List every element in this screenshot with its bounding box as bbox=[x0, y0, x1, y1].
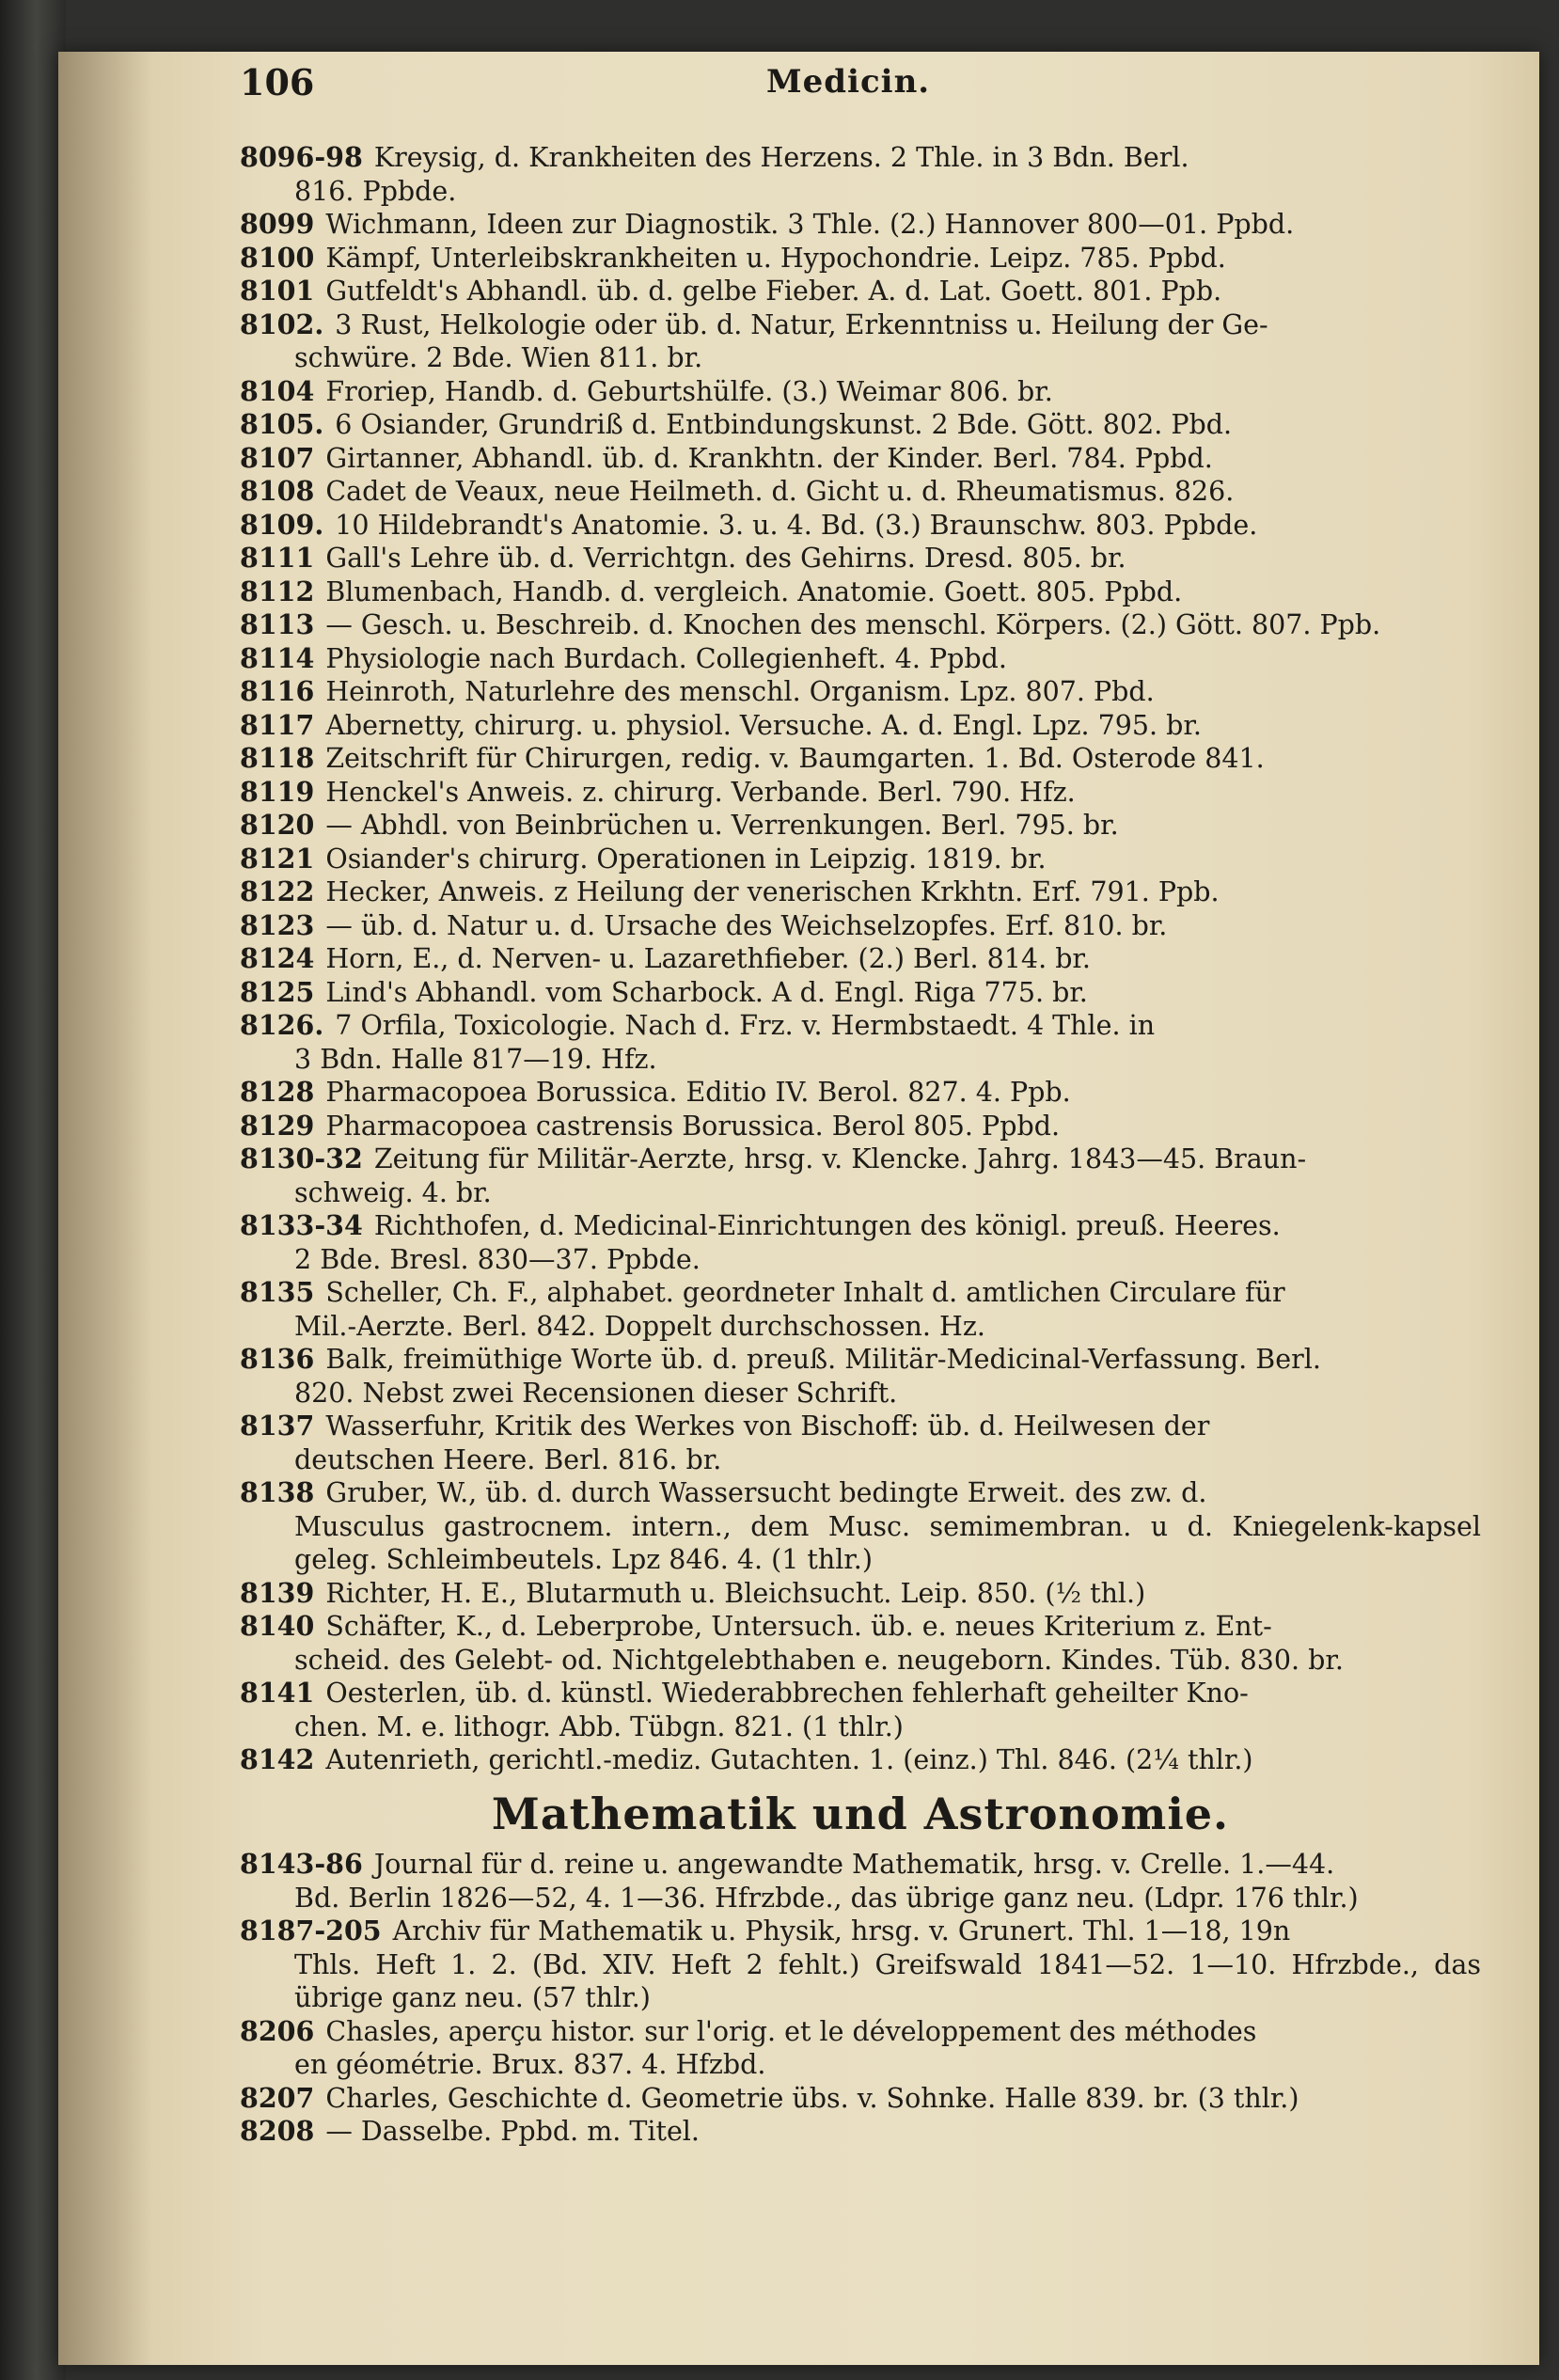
entry-number: 8119 bbox=[240, 775, 315, 808]
entry-number: 8107 bbox=[240, 441, 315, 474]
entry-number: 8102. bbox=[240, 307, 324, 340]
catalog-body bbox=[240, 141, 1481, 2149]
catalog-entry bbox=[240, 642, 1481, 676]
entry-text: Pharmacopoea Borussica. Editio IV. Berol. 827. 4. Ppb. bbox=[325, 1077, 1071, 1108]
entry-number: 8125 bbox=[240, 975, 315, 1008]
catalog-entry bbox=[240, 475, 1481, 509]
entry-text: Gall's Lehre üb. d. Verrichtgn. des Gehirns. Dresd. 805. br. bbox=[325, 543, 1126, 574]
entry-number: 8096-98 bbox=[240, 141, 363, 173]
catalog-entry bbox=[240, 242, 1481, 276]
entry-text: Autenrieth, gerichtl.-mediz. Gutachten. 1. (einz.) Thl. 846. (2¼ thlr.) bbox=[325, 1744, 1253, 1775]
entry-text: Girtanner, Abhandl. üb. d. Krankhtn. der Kinder. Berl. 784. Ppbd. bbox=[325, 442, 1213, 474]
entry-number: 8100 bbox=[240, 241, 315, 274]
entry-continuation: deutschen Heere. Berl. 816. br. bbox=[294, 1443, 722, 1475]
catalog-entry bbox=[240, 208, 1481, 242]
entry-number: 8112 bbox=[240, 575, 315, 607]
entry-number: 8141 bbox=[240, 1677, 315, 1709]
entry-text: Horn, E., d. Nerven- u. Lazarethfieber. (2.) Berl. 814. br. bbox=[325, 943, 1091, 974]
entry-list-mathematics bbox=[240, 1848, 1481, 2149]
entry-text: Henckel's Anweis. z. chirurg. Verbande. Berl. 790. Hfz. bbox=[325, 776, 1076, 808]
entry-continuation: 820. Nebst zwei Recensionen dieser Schrift. bbox=[294, 1377, 898, 1409]
entry-text: Wichmann, Ideen zur Diagnostik. 3 Thle. (2.) Hannover 800—01. Ppbd. bbox=[325, 209, 1295, 240]
entry-text: Abernetty, chirurg. u. physiol. Versuche. A. d. Engl. Lpz. 795. br. bbox=[325, 709, 1202, 741]
entry-text: Hecker, Anweis. z Heilung der venerischen Krkhtn. Erf. 791. Ppb. bbox=[325, 876, 1220, 907]
entry-text: Blumenbach, Handb. d. vergleich. Anatomie. Goett. 805. Ppbd. bbox=[325, 575, 1183, 607]
catalog-entry bbox=[240, 1677, 1481, 1743]
catalog-entry bbox=[240, 1743, 1481, 1777]
entry-text: Wasserfuhr, Kritik des Werkes von Bischoff: üb. d. Heilwesen der bbox=[325, 1411, 1210, 1442]
entry-text: Physiologie nach Burdach. Collegienheft. 4. Ppbd. bbox=[325, 642, 1007, 674]
entry-number: 8133-34 bbox=[240, 1209, 363, 1241]
catalog-entry bbox=[240, 909, 1481, 943]
entry-number: 8111 bbox=[240, 542, 315, 574]
entry-continuation: scheid. des Gelebt- od. Nichtgelebthaben e. neugeborn. Kindes. Tüb. 830. br. bbox=[294, 1644, 1344, 1676]
entry-number: 8128 bbox=[240, 1076, 315, 1108]
catalog-entry bbox=[240, 275, 1481, 308]
entry-continuation: Musculus gastrocnem. intern., dem Musc. semimembran. u d. Kniegelenk-kapsel geleg. Schleimbeutels. Lpz 846. 4. (1 thlr.) bbox=[294, 1510, 1481, 1575]
entry-continuation: en géométrie. Brux. 837. 4. Hfzbd. bbox=[294, 2049, 766, 2080]
entry-number: 8124 bbox=[240, 942, 315, 974]
entry-number: 8099 bbox=[240, 208, 315, 240]
entry-number: 8136 bbox=[240, 1343, 315, 1375]
entry-number: 8187-205 bbox=[240, 1915, 382, 1947]
entry-text: Journal für d. reine u. angewandte Mathematik, hrsg. v. Crelle. 1.—44. bbox=[373, 1849, 1335, 1880]
entry-number: 8114 bbox=[240, 641, 315, 674]
entry-text: Schäfter, K., d. Leberprobe, Untersuch. üb. e. neues Kriterium z. Ent- bbox=[325, 1611, 1272, 1642]
page-header bbox=[240, 61, 1481, 118]
catalog-entry bbox=[240, 675, 1481, 709]
entry-text: — Dasselbe. Ppbd. m. Titel. bbox=[325, 2116, 700, 2147]
catalog-entry bbox=[240, 1076, 1481, 1110]
entry-number: 8120 bbox=[240, 809, 315, 841]
entry-number: 8135 bbox=[240, 1276, 315, 1308]
entry-text: Chasles, aperçu histor. sur l'orig. et le développement des méthodes bbox=[325, 2015, 1257, 2047]
entry-text: Richter, H. E., Blutarmuth u. Bleichsucht. Leip. 850. (½ thl.) bbox=[325, 1577, 1146, 1609]
catalog-entry bbox=[240, 2115, 1481, 2149]
entry-text: Archiv für Mathematik u. Physik, hrsg. v. Grunert. Thl. 1—18, 19n bbox=[392, 1915, 1291, 1947]
entry-number: 8121 bbox=[240, 842, 315, 875]
entry-text: Osiander's chirurg. Operationen in Leipzig. 1819. br. bbox=[325, 843, 1047, 875]
entry-number: 8129 bbox=[240, 1109, 315, 1142]
entry-text: Zeitschrift für Chirurgen, redig. v. Baumgarten. 1. Bd. Osterode 841. bbox=[325, 743, 1265, 774]
entry-continuation: Mil.-Aerzte. Berl. 842. Doppelt durchschossen. Hz. bbox=[294, 1310, 985, 1342]
entry-text: Heinroth, Naturlehre des menschl. Organism. Lpz. 807. Pbd. bbox=[325, 676, 1155, 707]
entry-number: 8139 bbox=[240, 1576, 315, 1609]
entry-text: Cadet de Veaux, neue Heilmeth. d. Gicht u. d. Rheumatismus. 826. bbox=[325, 476, 1235, 507]
entry-text: Balk, freimüthige Worte üb. d. preuß. Militär-Medicinal-Verfassung. Berl. bbox=[325, 1344, 1321, 1375]
entry-text: Kreysig, d. Krankheiten des Herzens. 2 Thle. in 3 Bdn. Berl. bbox=[373, 142, 1189, 173]
entry-continuation: 3 Bdn. Halle 817—19. Hfz. bbox=[294, 1043, 657, 1075]
page-number: 106 bbox=[240, 61, 315, 103]
entry-text: Lind's Abhandl. vom Scharbock. A d. Engl. Riga 775. br. bbox=[325, 976, 1088, 1008]
catalog-entry bbox=[240, 1276, 1481, 1343]
catalog-entry bbox=[240, 2082, 1481, 2116]
catalog-entry bbox=[240, 709, 1481, 743]
entry-number: 8113 bbox=[240, 608, 315, 640]
entry-text: Zeitung für Militär-Aerzte, hrsg. v. Klencke. Jahrg. 1843—45. Braun- bbox=[373, 1143, 1307, 1174]
entry-continuation: Bd. Berlin 1826—52, 4. 1—36. Hfrzbde., das übrige ganz neu. (Ldpr. 176 thlr.) bbox=[294, 1882, 1359, 1914]
catalog-entry bbox=[240, 141, 1481, 208]
entry-list-medicine bbox=[240, 141, 1481, 1777]
entry-number: 8101 bbox=[240, 275, 315, 307]
entry-text: Pharmacopoea castrensis Borussica. Berol 805. Ppbd. bbox=[325, 1110, 1061, 1142]
entry-text: 10 Hildebrandt's Anatomie. 3. u. 4. Bd. (3.) Braunschw. 803. Ppbde. bbox=[335, 509, 1258, 541]
entry-text: 7 Orfila, Toxicologie. Nach d. Frz. v. Hermbstaedt. 4 Thle. in bbox=[335, 1010, 1156, 1041]
catalog-entry bbox=[240, 1343, 1481, 1410]
entry-number: 8118 bbox=[240, 742, 315, 774]
entry-text: Richthofen, d. Medicinal-Einrichtungen des königl. preuß. Heeres. bbox=[373, 1210, 1281, 1241]
catalog-entry bbox=[240, 308, 1481, 375]
gutter-shadow bbox=[58, 52, 152, 2365]
catalog-entry bbox=[240, 1143, 1481, 1209]
entry-number: 8104 bbox=[240, 374, 315, 407]
entry-number: 8116 bbox=[240, 675, 315, 707]
entry-text: Charles, Geschichte d. Geometrie übs. v. Sohnke. Halle 839. br. (3 thlr.) bbox=[325, 2082, 1299, 2114]
entry-number: 8126. bbox=[240, 1009, 324, 1041]
catalog-entry bbox=[240, 942, 1481, 976]
entry-number: 8142 bbox=[240, 1743, 315, 1775]
book-spine bbox=[0, 0, 66, 2380]
entry-number: 8123 bbox=[240, 908, 315, 941]
catalog-entry bbox=[240, 1848, 1481, 1915]
catalog-entry bbox=[240, 1110, 1481, 1143]
entry-number: 8207 bbox=[240, 2081, 315, 2114]
entry-number: 8130-32 bbox=[240, 1143, 363, 1174]
entry-text: Gruber, W., üb. d. durch Wassersucht bedingte Erweit. des zw. d. bbox=[325, 1477, 1207, 1508]
entry-continuation: 816. Ppbde. bbox=[294, 175, 457, 207]
section-heading: Mathematik und Astronomie. bbox=[491, 1788, 1230, 1839]
entry-continuation: chen. M. e. lithogr. Abb. Tübgn. 821. (1 thlr.) bbox=[294, 1710, 904, 1742]
entry-number: 8206 bbox=[240, 2014, 315, 2047]
entry-continuation: schweig. 4. br. bbox=[294, 1176, 492, 1208]
catalog-entry bbox=[240, 542, 1481, 575]
catalog-entry bbox=[240, 742, 1481, 776]
running-title: Medicin. bbox=[766, 63, 931, 101]
entry-number: 8143-86 bbox=[240, 1848, 363, 1880]
entry-text: Oesterlen, üb. d. künstl. Wiederabbrechen fehlerhaft geheilter Kno- bbox=[325, 1678, 1249, 1709]
entry-text: Kämpf, Unterleibskrankheiten u. Hypochondrie. Leipz. 785. Ppbd. bbox=[325, 242, 1226, 274]
catalog-entry bbox=[240, 1915, 1481, 2015]
catalog-entry bbox=[240, 1476, 1481, 1577]
entry-text: — Gesch. u. Beschreib. d. Knochen des menschl. Körpers. (2.) Gött. 807. Ppb. bbox=[325, 609, 1381, 640]
catalog-entry bbox=[240, 976, 1481, 1010]
entry-text: Gutfeldt's Abhandl. üb. d. gelbe Fieber. A. d. Lat. Goett. 801. Ppb. bbox=[325, 276, 1222, 307]
entry-number: 8137 bbox=[240, 1410, 315, 1442]
entry-number: 8140 bbox=[240, 1610, 315, 1642]
catalog-entry bbox=[240, 776, 1481, 810]
entry-continuation: Thls. Heft 1. 2. (Bd. XIV. Heft 2 fehlt.) Greifswald 1841—52. 1—10. Hfrzbde., das übrige ganz neu. (57 thlr.) bbox=[294, 1948, 1481, 2013]
entry-number: 8108 bbox=[240, 475, 315, 507]
entry-number: 8122 bbox=[240, 875, 315, 907]
catalog-entry bbox=[240, 1009, 1481, 1076]
catalog-entry bbox=[240, 408, 1481, 442]
catalog-entry bbox=[240, 843, 1481, 876]
entry-number: 8117 bbox=[240, 708, 315, 741]
catalog-entry bbox=[240, 375, 1481, 409]
entry-continuation: schwüre. 2 Bde. Wien 811. br. bbox=[294, 342, 703, 373]
catalog-entry bbox=[240, 1209, 1481, 1276]
catalog-entry bbox=[240, 608, 1481, 642]
catalog-entry bbox=[240, 442, 1481, 476]
catalog-entry bbox=[240, 2015, 1481, 2082]
entry-text: — üb. d. Natur u. d. Ursache des Weichselzopfes. Erf. 810. br. bbox=[325, 909, 1168, 941]
entry-text: 3 Rust, Helkologie oder üb. d. Natur, Erkenntniss u. Heilung der Ge- bbox=[335, 308, 1268, 340]
catalog-entry bbox=[240, 875, 1481, 909]
catalog-entry bbox=[240, 1577, 1481, 1611]
entry-number: 8208 bbox=[240, 2115, 315, 2147]
catalog-entry bbox=[240, 509, 1481, 543]
entry-text: Froriep, Handb. d. Geburtshülfe. (3.) Weimar 806. br. bbox=[325, 375, 1053, 407]
entry-continuation: 2 Bde. Bresl. 830—37. Ppbde. bbox=[294, 1243, 701, 1275]
entry-number: 8138 bbox=[240, 1476, 315, 1508]
entry-number: 8109. bbox=[240, 508, 324, 541]
catalog-entry bbox=[240, 1610, 1481, 1677]
catalog-entry bbox=[240, 809, 1481, 843]
entry-text: 6 Osiander, Grundriß d. Entbindungskunst. 2 Bde. Gött. 802. Pbd. bbox=[335, 409, 1233, 440]
entry-number: 8105. bbox=[240, 408, 324, 440]
entry-text: — Abhdl. von Beinbrüchen u. Verrenkungen. Berl. 795. br. bbox=[325, 810, 1119, 841]
catalog-entry bbox=[240, 575, 1481, 609]
catalog-entry bbox=[240, 1410, 1481, 1476]
entry-text: Scheller, Ch. F., alphabet. geordneter Inhalt d. amtlichen Circulare für bbox=[325, 1277, 1285, 1308]
